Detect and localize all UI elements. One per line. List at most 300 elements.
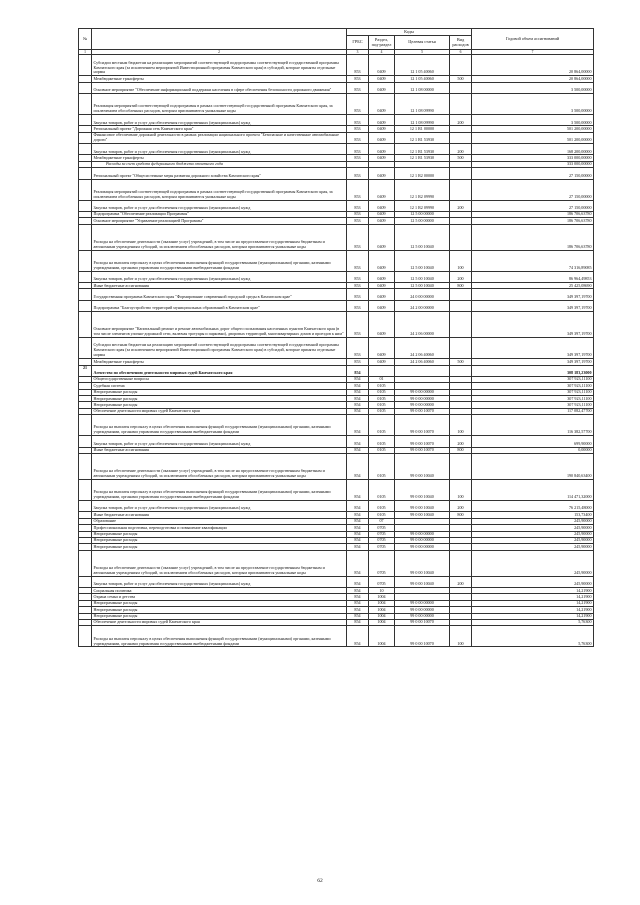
row-sum: 333 000,00000 bbox=[472, 161, 594, 167]
table-row bbox=[79, 550, 594, 576]
row-name: Расходы на обеспечение деятельности (оказание услуг) учреждений, в том числе на предоставление государственным бюджетным и автономным учреждениям субсидий, за исключением обособленных расходов, которым присваиваются уникальные коды bbox=[92, 453, 347, 479]
row-cs: 99 0 00 10070 bbox=[395, 436, 450, 447]
row-sum: 14,21900 bbox=[472, 600, 594, 606]
row-name: Субсидии местным бюджетам на реализацию мероприятий соответствующей подпрограммы соответствующей государственной программы Камчатского края (за исключением мероприятий Инвестиционной программы Камчатского края) в субсидий, которые приняты отдельные нормы bbox=[92, 338, 347, 359]
table-row bbox=[79, 82, 594, 93]
table-row bbox=[79, 179, 594, 200]
row-sum: 3 500,00000 bbox=[472, 94, 594, 115]
row-name: Расходы на выплаты персоналу в целях обеспечения выполнения функций государственными (муниципальными) органами, казенными учреждениями, органами управления государственными внебюджетными фондами bbox=[92, 250, 347, 271]
row-cs: 12 1 R1 53930 bbox=[395, 144, 450, 155]
row-grbs: 854 bbox=[347, 479, 369, 500]
row-vr: 500 bbox=[450, 155, 472, 161]
table-body bbox=[79, 55, 594, 647]
row-cs: 99 0 00 10040 bbox=[395, 453, 450, 479]
row-rzpr: 1004 bbox=[369, 600, 395, 606]
header-cs: Целевая статья bbox=[395, 36, 450, 50]
row-vr: 800 bbox=[450, 283, 472, 289]
row-sum: 501 200,00000 bbox=[472, 126, 594, 132]
row-name: Расходы за счет средств федерального бюджета отчетного года bbox=[92, 161, 347, 167]
row-grbs: 853 bbox=[347, 200, 369, 211]
header-codes: Коды bbox=[347, 29, 472, 36]
row-sum: 27 150,00000 bbox=[472, 200, 594, 211]
row-cs bbox=[395, 365, 450, 376]
header-sum: Годовой объем ассигнований bbox=[472, 29, 594, 50]
row-cs: 99 0 00 10070 bbox=[395, 626, 450, 647]
row-grbs: 854 bbox=[347, 436, 369, 447]
row-cs: 99 0 00 00000 bbox=[395, 531, 450, 537]
row-sum: 245,90000 bbox=[472, 576, 594, 587]
row-rzpr: 0105 bbox=[369, 415, 395, 436]
row-name: Образование bbox=[92, 518, 347, 524]
header-num: № bbox=[79, 29, 92, 50]
row-name: Обеспечение деятельности мировых судей Камчатского края bbox=[92, 619, 347, 625]
row-grbs: 853 bbox=[347, 155, 369, 161]
row-name: Судебная система bbox=[92, 383, 347, 389]
row-rzpr: 0409 bbox=[369, 168, 395, 179]
row-cs: 24 2 00 00000 bbox=[395, 300, 450, 311]
row-grbs: 853 bbox=[347, 132, 369, 143]
row-cs: 12 5 00 00000 bbox=[395, 211, 450, 217]
row-grbs: 854 bbox=[347, 594, 369, 600]
row-grbs: 853 bbox=[347, 338, 369, 359]
row-rzpr: 1004 bbox=[369, 607, 395, 613]
row-sum: 86 964,49853 bbox=[472, 271, 594, 282]
row-sum: 307 923,11100 bbox=[472, 402, 594, 408]
row-name: Государственная программа Камчатского края "Формирование современной городской среды в Камчатском крае" bbox=[92, 289, 347, 300]
table-row bbox=[79, 415, 594, 436]
row-cs: 12 5 00 10040 bbox=[395, 250, 450, 271]
row-name: Иные бюджетные ассигнования bbox=[92, 512, 347, 518]
row-name: Межбюджетные трансферты bbox=[92, 76, 347, 82]
page-number: 62 bbox=[317, 878, 323, 884]
row-rzpr: 0705 bbox=[369, 550, 395, 576]
row-rzpr: 0105 bbox=[369, 447, 395, 453]
row-vr: 100 bbox=[450, 479, 472, 500]
row-vr: 200 bbox=[450, 576, 472, 587]
table-row bbox=[79, 365, 594, 376]
table-row bbox=[79, 200, 594, 211]
row-rzpr: 0409 bbox=[369, 94, 395, 115]
row-vr: 100 bbox=[450, 415, 472, 436]
row-name: Общегосударственные вопросы bbox=[92, 376, 347, 382]
row-sum: 245,90000 bbox=[472, 544, 594, 550]
row-grbs: 853 bbox=[347, 55, 369, 76]
row-cs: 99 0 00 10070 bbox=[395, 447, 450, 453]
row-sum: 20 864,00000 bbox=[472, 55, 594, 76]
row-num bbox=[79, 479, 92, 500]
row-num bbox=[79, 82, 92, 93]
row-cs: 12 5 00 00000 bbox=[395, 218, 450, 224]
row-sum: 349 397,19700 bbox=[472, 300, 594, 311]
row-name: Иные бюджетные ассигнования bbox=[92, 447, 347, 453]
row-vr: 200 bbox=[450, 501, 472, 512]
row-rzpr: 0409 bbox=[369, 312, 395, 338]
row-grbs: 854 bbox=[347, 531, 369, 537]
row-rzpr: 1004 bbox=[369, 613, 395, 619]
row-name: Непрограммные расходы bbox=[92, 531, 347, 537]
row-sum: 186 706,63780 bbox=[472, 218, 594, 224]
row-grbs: 854 bbox=[347, 415, 369, 436]
row-rzpr: 0409 bbox=[369, 271, 395, 282]
row-sum: 3 500,00000 bbox=[472, 115, 594, 126]
row-num bbox=[79, 338, 92, 359]
row-name: Закупка товаров, работ и услуг для обеспечения государственных (муниципальных) нужд bbox=[92, 115, 347, 126]
row-grbs: 853 bbox=[347, 179, 369, 200]
row-grbs: 853 bbox=[347, 126, 369, 132]
row-sum: 14,21900 bbox=[472, 588, 594, 594]
row-name: Агентство по обеспечению деятельности мировых судей Камчатского края bbox=[92, 365, 347, 376]
row-vr: 100 bbox=[450, 250, 472, 271]
row-grbs: 853 bbox=[347, 218, 369, 224]
row-sum: 308 183,23000 bbox=[472, 365, 594, 376]
row-rzpr: 0705 bbox=[369, 537, 395, 543]
row-rzpr: 0409 bbox=[369, 289, 395, 300]
row-cs: 24 2 06 00000 bbox=[395, 312, 450, 338]
budget-table bbox=[78, 28, 594, 647]
row-rzpr: 0105 bbox=[369, 501, 395, 512]
row-grbs: 854 bbox=[347, 408, 369, 414]
row-num bbox=[79, 144, 92, 155]
row-cs: 99 0 00 10040 bbox=[395, 576, 450, 587]
row-rzpr: 0705 bbox=[369, 544, 395, 550]
row-cs: 12 1 R1 53930 bbox=[395, 155, 450, 161]
row-rzpr: 0409 bbox=[369, 250, 395, 271]
row-grbs: 853 bbox=[347, 359, 369, 365]
row-grbs: 853 bbox=[347, 289, 369, 300]
row-name: Реализация мероприятий соответствующей подпрограммы в рамках соответствующей государственной программы Камчатского края, за исключением обособленных расходов, которым присваиваются уникальные коды bbox=[92, 179, 347, 200]
row-num bbox=[79, 55, 92, 76]
row-cs: 12 1 R2 00000 bbox=[395, 168, 450, 179]
table-row bbox=[79, 289, 594, 300]
row-cs: 99 0 00 00000 bbox=[395, 600, 450, 606]
row-vr bbox=[450, 224, 472, 250]
row-vr bbox=[450, 82, 472, 93]
row-grbs: 853 bbox=[347, 144, 369, 155]
row-name: Основное мероприятие "Обеспечение информационной поддержки населения в сфере обеспечения безопасности дорожного движения" bbox=[92, 82, 347, 93]
row-name: Профессиональная подготовка, переподготовка и повышение квалификации bbox=[92, 525, 347, 531]
row-num bbox=[79, 626, 92, 647]
row-sum: 307 923,11100 bbox=[472, 383, 594, 389]
row-grbs: 854 bbox=[347, 525, 369, 531]
row-name: Расходы на выплаты персоналу в целях обеспечения выполнения функций государственными (муниципальными) органами, казенными учреждениями, органами управления государственными внебюджетными фондами bbox=[92, 415, 347, 436]
row-rzpr: 0409 bbox=[369, 200, 395, 211]
row-grbs: 854 bbox=[347, 396, 369, 402]
row-vr: 100 bbox=[450, 626, 472, 647]
row-num bbox=[79, 312, 92, 338]
header-grbs: ГРБС bbox=[347, 36, 369, 50]
row-grbs: 854 bbox=[347, 512, 369, 518]
row-sum: 14,21900 bbox=[472, 613, 594, 619]
row-grbs: 854 bbox=[347, 365, 369, 376]
row-sum: 307 923,11100 bbox=[472, 389, 594, 395]
row-sum: 153,73400 bbox=[472, 512, 594, 518]
row-sum: 307 923,11100 bbox=[472, 376, 594, 382]
row-vr bbox=[450, 94, 472, 115]
row-sum: 190 840,63400 bbox=[472, 453, 594, 479]
row-sum: 3 500,00000 bbox=[472, 82, 594, 93]
row-rzpr: 0409 bbox=[369, 338, 395, 359]
row-cs: 12 1 05 40060 bbox=[395, 55, 450, 76]
row-vr bbox=[450, 132, 472, 143]
row-vr bbox=[450, 168, 472, 179]
row-num bbox=[79, 550, 92, 576]
row-grbs: 854 bbox=[347, 389, 369, 395]
index-cell: 1 bbox=[79, 50, 92, 55]
row-rzpr: 0409 bbox=[369, 82, 395, 93]
row-name: Непрограммные расходы bbox=[92, 396, 347, 402]
index-cell: 3 bbox=[347, 50, 369, 55]
table-row bbox=[79, 453, 594, 479]
row-sum: 114 471,32000 bbox=[472, 479, 594, 500]
row-sum: 5,76300 bbox=[472, 619, 594, 625]
row-sum: 501 200,00000 bbox=[472, 132, 594, 143]
table-row bbox=[79, 132, 594, 143]
row-vr bbox=[450, 289, 472, 300]
row-sum: 349 397,19700 bbox=[472, 312, 594, 338]
row-name: Подпрограмма "Благоустройство территорий муниципальных образований в Камчатском крае" bbox=[92, 300, 347, 311]
row-sum: 349 397,19700 bbox=[472, 338, 594, 359]
row-grbs: 853 bbox=[347, 250, 369, 271]
table-row bbox=[79, 224, 594, 250]
row-cs: 12 1 08 00000 bbox=[395, 82, 450, 93]
row-sum: 20 864,00000 bbox=[472, 76, 594, 82]
table-row bbox=[79, 312, 594, 338]
row-name: Непрограммные расходы bbox=[92, 600, 347, 606]
row-num bbox=[79, 501, 92, 512]
row-rzpr: 0409 bbox=[369, 283, 395, 289]
row-sum: 14,21900 bbox=[472, 594, 594, 600]
row-rzpr: 1004 bbox=[369, 626, 395, 647]
row-sum: 699,90000 bbox=[472, 436, 594, 447]
row-grbs: 853 bbox=[347, 76, 369, 82]
row-sum: 14,21900 bbox=[472, 607, 594, 613]
row-grbs: 853 bbox=[347, 224, 369, 250]
table-row bbox=[79, 94, 594, 115]
row-sum: 116 382,57700 bbox=[472, 415, 594, 436]
row-cs: 24 2 06 40060 bbox=[395, 359, 450, 365]
row-vr bbox=[450, 453, 472, 479]
row-name: Региональный проект "Дорожная сеть Камчатского края" bbox=[92, 126, 347, 132]
row-rzpr: 0105 bbox=[369, 383, 395, 389]
row-grbs: 854 bbox=[347, 447, 369, 453]
row-rzpr: 1004 bbox=[369, 619, 395, 625]
index-cell: 6 bbox=[450, 50, 472, 55]
row-grbs: 853 bbox=[347, 82, 369, 93]
row-grbs: 854 bbox=[347, 576, 369, 587]
row-num bbox=[79, 415, 92, 436]
row-sum: 27 150,00000 bbox=[472, 168, 594, 179]
row-sum: 5,76300 bbox=[472, 626, 594, 647]
row-grbs: 853 bbox=[347, 271, 369, 282]
row-rzpr: 0105 bbox=[369, 396, 395, 402]
row-rzpr: 0409 bbox=[369, 359, 395, 365]
index-cell: 4 bbox=[369, 50, 395, 55]
row-sum: 0,00000 bbox=[472, 447, 594, 453]
row-cs: 99 0 00 10040 bbox=[395, 512, 450, 518]
row-grbs: 854 bbox=[347, 613, 369, 619]
row-name: Охрана семьи и детства bbox=[92, 594, 347, 600]
row-rzpr: 07 bbox=[369, 518, 395, 524]
row-grbs: 854 bbox=[347, 383, 369, 389]
row-rzpr: 0409 bbox=[369, 224, 395, 250]
row-vr: 200 bbox=[450, 436, 472, 447]
table-row bbox=[79, 115, 594, 126]
row-cs: 12 1 08 09990 bbox=[395, 115, 450, 126]
row-num bbox=[79, 300, 92, 311]
row-rzpr: 0409 bbox=[369, 132, 395, 143]
table-row bbox=[79, 271, 594, 282]
row-cs: 24 0 00 00000 bbox=[395, 289, 450, 300]
row-vr: 200 bbox=[450, 144, 472, 155]
row-rzpr: 0409 bbox=[369, 144, 395, 155]
row-name: Подпрограмма "Обеспечение реализации Программы" bbox=[92, 211, 347, 217]
row-rzpr: 0105 bbox=[369, 436, 395, 447]
table-row bbox=[79, 479, 594, 500]
row-grbs: 853 bbox=[347, 300, 369, 311]
row-num bbox=[79, 576, 92, 587]
row-rzpr: 1004 bbox=[369, 594, 395, 600]
row-vr bbox=[450, 55, 472, 76]
row-vr: 800 bbox=[450, 447, 472, 453]
row-cs: 24 2 06 40060 bbox=[395, 338, 450, 359]
row-num bbox=[79, 250, 92, 271]
row-vr bbox=[450, 365, 472, 376]
row-rzpr: 0409 bbox=[369, 155, 395, 161]
row-num: 21 bbox=[79, 365, 92, 376]
row-rzpr: 0105 bbox=[369, 512, 395, 518]
row-sum: 349 397,19700 bbox=[472, 359, 594, 365]
table-row bbox=[79, 55, 594, 76]
row-rzpr: 0705 bbox=[369, 576, 395, 587]
row-grbs: 854 bbox=[347, 550, 369, 576]
row-cs: 99 0 00 00000 bbox=[395, 607, 450, 613]
row-sum: 186 706,63780 bbox=[472, 211, 594, 217]
row-sum: 307 923,11100 bbox=[472, 396, 594, 402]
row-sum: 333 000,00000 bbox=[472, 155, 594, 161]
row-rzpr: 0409 bbox=[369, 211, 395, 217]
row-cs: 12 1 R1 53930 bbox=[395, 132, 450, 143]
row-rzpr: 0409 bbox=[369, 218, 395, 224]
row-grbs: 854 bbox=[347, 626, 369, 647]
row-vr bbox=[450, 300, 472, 311]
row-name: Непрограммные расходы bbox=[92, 537, 347, 543]
index-cell: 2 bbox=[92, 50, 347, 55]
row-cs: 12 5 00 10040 bbox=[395, 271, 450, 282]
header-rzpr: Раздел, под-раздел bbox=[369, 36, 395, 50]
row-grbs: 854 bbox=[347, 607, 369, 613]
row-rzpr: 01 bbox=[369, 376, 395, 382]
row-cs: 99 0 00 00000 bbox=[395, 402, 450, 408]
row-name: Непрограммные расходы bbox=[92, 389, 347, 395]
row-rzpr: 0409 bbox=[369, 115, 395, 126]
row-vr: 200 bbox=[450, 115, 472, 126]
row-grbs: 853 bbox=[347, 168, 369, 179]
row-vr bbox=[450, 312, 472, 338]
table-row bbox=[79, 144, 594, 155]
row-grbs: 853 bbox=[347, 115, 369, 126]
row-name: Непрограммные расходы bbox=[92, 544, 347, 550]
row-cs: 12 5 00 10040 bbox=[395, 283, 450, 289]
budget-table-sheet bbox=[78, 28, 593, 647]
row-name: Непрограммные расходы bbox=[92, 613, 347, 619]
row-name: Закупка товаров, работ и услуг для обеспечения государственных (муниципальных) нужд bbox=[92, 576, 347, 587]
row-num bbox=[79, 289, 92, 300]
row-sum: 74 316,89085 bbox=[472, 250, 594, 271]
index-cell: 7 bbox=[472, 50, 594, 55]
row-name: Расходы на обеспечение деятельности (оказание услуг) учреждений, в том числе на предоставление государственным бюджетным и автономным учреждениям субсидий, за исключением обособленных расходов, которым присваиваются уникальные коды bbox=[92, 224, 347, 250]
row-vr bbox=[450, 338, 472, 359]
row-vr: 200 bbox=[450, 271, 472, 282]
table-row bbox=[79, 250, 594, 271]
row-num bbox=[79, 94, 92, 115]
row-vr bbox=[450, 550, 472, 576]
table-row bbox=[79, 576, 594, 587]
row-num bbox=[79, 453, 92, 479]
row-rzpr: 0409 bbox=[369, 300, 395, 311]
row-name: Основное мероприятие "Капитальный ремонт и ремонт автомобильных дорог общего пользования населенных пунктов Камчатского края (в том числе элементов улично-дорожной сети, включая тротуары и парковки), дворовых территорий, многоквартирных домов и проездов к ним" bbox=[92, 312, 347, 338]
row-name: Межбюджетные трансферты bbox=[92, 359, 347, 365]
row-rzpr: 0105 bbox=[369, 453, 395, 479]
row-grbs: 854 bbox=[347, 619, 369, 625]
row-sum: 349 397,19700 bbox=[472, 289, 594, 300]
row-cs: 12 1 R1 00000 bbox=[395, 126, 450, 132]
row-grbs: 854 bbox=[347, 501, 369, 512]
row-name: Межбюджетные трансферты bbox=[92, 155, 347, 161]
row-cs: 99 0 00 10040 bbox=[395, 501, 450, 512]
row-cs: 99 0 00 10040 bbox=[395, 550, 450, 576]
row-name: Региональный проект "Общесистемные меры развития дорожного хозяйства Камчатского края" bbox=[92, 168, 347, 179]
row-num bbox=[79, 224, 92, 250]
row-name: Расходы на обеспечение деятельности (оказание услуг) учреждений, в том числе на предоставление государственным бюджетным и автономным учреждениям субсидий, за исключением обособленных расходов, которым присваиваются уникальные коды bbox=[92, 550, 347, 576]
row-name: Обеспечение деятельности мировых судей Камчатского края bbox=[92, 408, 347, 414]
row-name: Расходы на выплаты персоналу в целях обеспечения выполнения функций государственными (муниципальными) органами, казенными учреждениями, органами управления государственными внебюджетными фондами bbox=[92, 626, 347, 647]
row-num bbox=[79, 115, 92, 126]
row-grbs: 854 bbox=[347, 544, 369, 550]
row-name: Закупка товаров, работ и услуг для обеспечения государственных (муниципальных) нужд bbox=[92, 144, 347, 155]
row-vr: 200 bbox=[450, 200, 472, 211]
row-name: Иные бюджетные ассигнования bbox=[92, 283, 347, 289]
row-num bbox=[79, 132, 92, 143]
row-name: Закупка товаров, работ и услуг для обеспечения государственных (муниципальных) нужд bbox=[92, 501, 347, 512]
row-grbs: 853 bbox=[347, 94, 369, 115]
row-name: Субсидии местным бюджетам на реализацию мероприятий соответствующей подпрограммы соответствующей государственной программы Камчатского края (за исключением мероприятий Инвестиционной программы Камчатского края) в субсидий, которые приняты отдельные нормы bbox=[92, 55, 347, 76]
row-name: Социальная политика bbox=[92, 588, 347, 594]
row-grbs: 854 bbox=[347, 600, 369, 606]
row-sum: 76 215,48000 bbox=[472, 501, 594, 512]
row-vr: 500 bbox=[450, 76, 472, 82]
row-cs: 12 1 R2 09990 bbox=[395, 200, 450, 211]
row-cs: 12 1 R2 09990 bbox=[395, 179, 450, 200]
row-rzpr: 10 bbox=[369, 588, 395, 594]
row-name: Закупка товаров, работ и услуг для обеспечения государственных (муниципальных) нужд bbox=[92, 271, 347, 282]
table-row bbox=[79, 626, 594, 647]
row-sum: 245,90000 bbox=[472, 531, 594, 537]
row-sum: 25 425,08690 bbox=[472, 283, 594, 289]
row-num bbox=[79, 436, 92, 447]
row-rzpr: 0105 bbox=[369, 389, 395, 395]
row-num bbox=[79, 179, 92, 200]
row-cs: 99 0 00 10070 bbox=[395, 619, 450, 625]
row-sum: 245,90000 bbox=[472, 550, 594, 576]
row-grbs: 854 bbox=[347, 402, 369, 408]
row-rzpr: 0105 bbox=[369, 408, 395, 414]
row-vr: 800 bbox=[450, 512, 472, 518]
table-row bbox=[79, 338, 594, 359]
row-rzpr bbox=[369, 365, 395, 376]
row-name: Реализация мероприятий соответствующей подпрограммы в рамках соответствующей государственной программы Камчатского края, за исключением обособленных расходов, которым присваиваются уникальные коды bbox=[92, 94, 347, 115]
row-sum: 245,90000 bbox=[472, 518, 594, 524]
row-name: Непрограммные расходы bbox=[92, 402, 347, 408]
